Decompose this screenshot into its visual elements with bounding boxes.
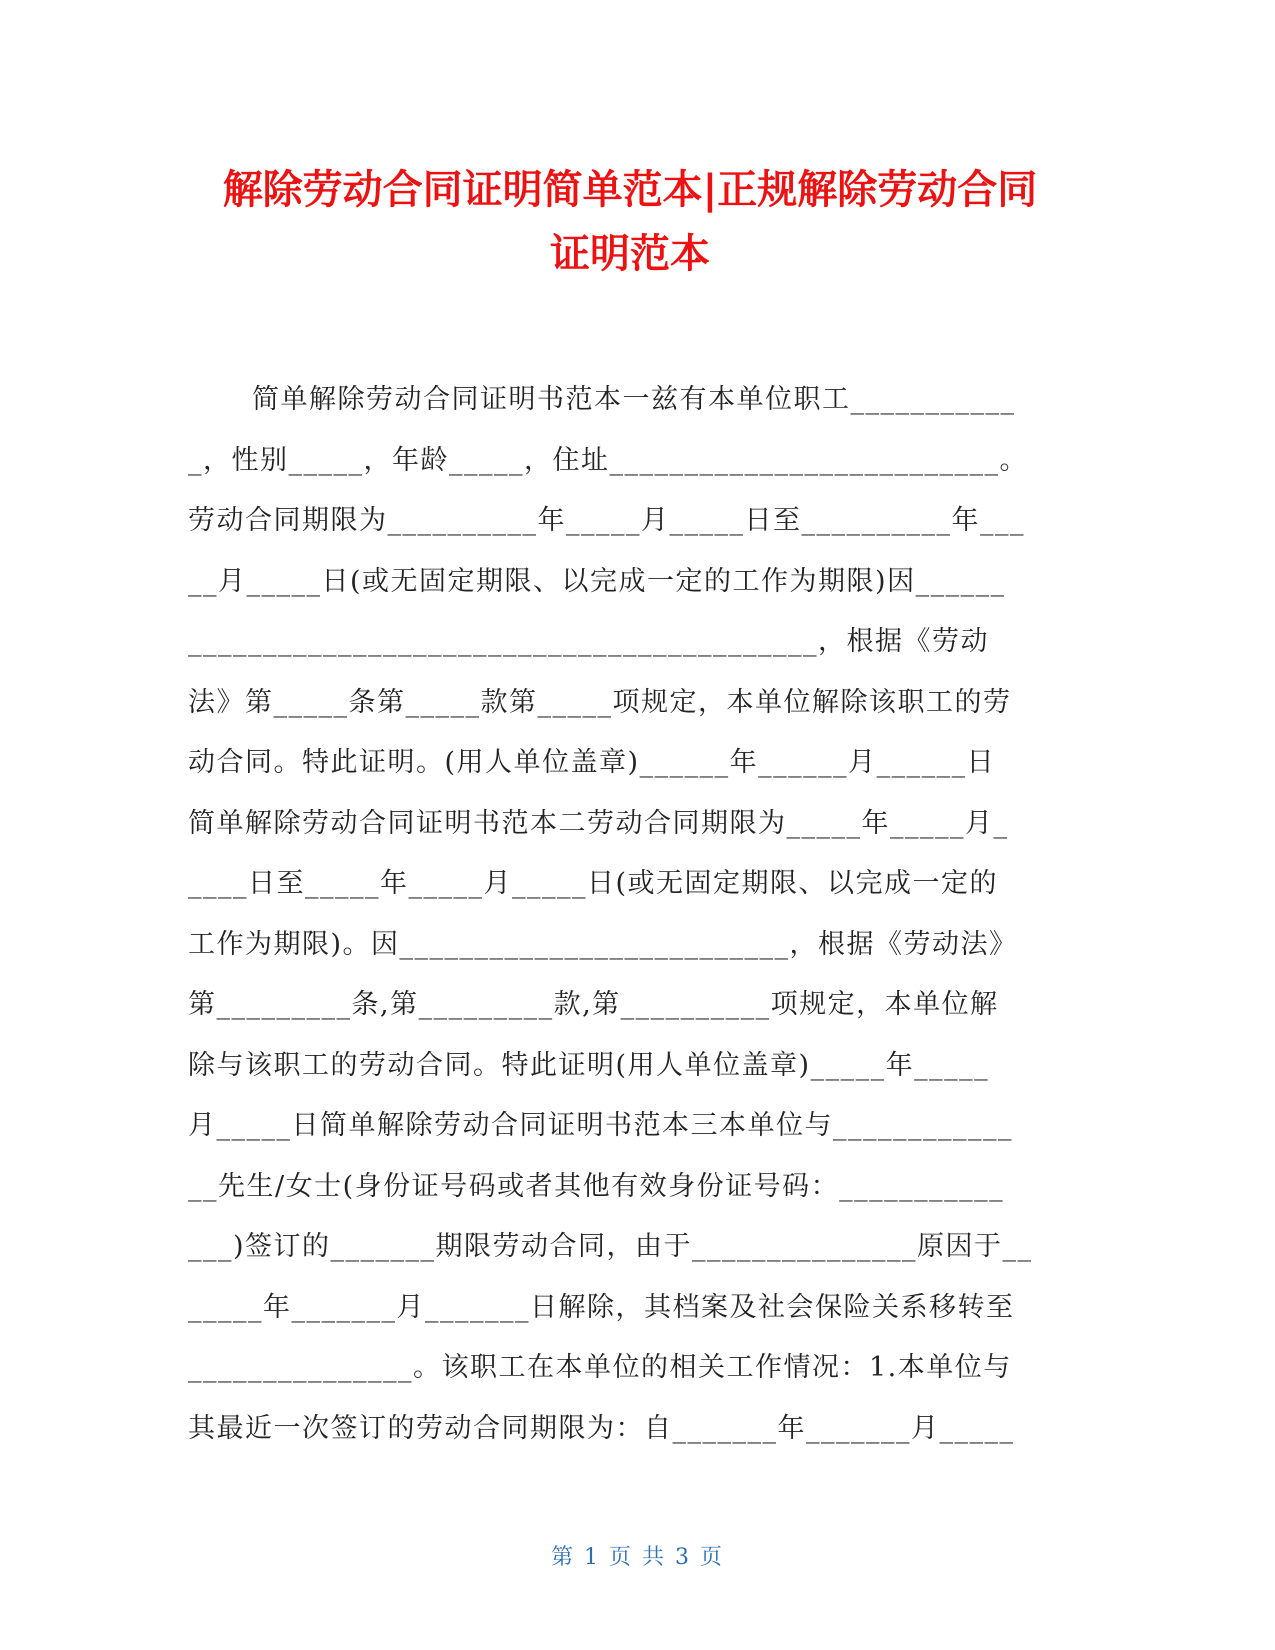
title-line-1: 解除劳动合同证明简单范本|正规解除劳动合同	[222, 167, 1038, 213]
body-line: 其最近一次签订的劳动合同期限为：自_______年_______月_____	[188, 1412, 1015, 1444]
page-number-label: 第 1 页 共 3 页	[551, 1545, 724, 1570]
body-line: 劳动合同期限为__________年_____月_____日至__________年___	[188, 505, 1025, 536]
body-line: 动合同。特此证明。(用人单位盖章)______年______月______日	[188, 747, 996, 778]
body-line: __月_____日(或无固定期限、以完成一定的工作为期限)因______	[188, 565, 1006, 597]
body-line: 除与该职工的劳动合同。特此证明(用人单位盖章)_____年_____	[188, 1049, 990, 1081]
body-line: _______________。该职工在本单位的相关工作情况：1.本单位与	[188, 1352, 1012, 1383]
body-line: __先生/女士(身份证号码或者其他有效身份证号码：___________	[188, 1170, 1005, 1202]
body-line: 工作为期限)。因__________________________，根据《劳动法》	[188, 928, 1018, 960]
body-line: 简单解除劳动合同证明书范本二劳动合同期限为_____年_____月_	[188, 807, 1009, 839]
body-line: 第_________条,第_________款,第__________项规定，本单位解	[188, 989, 999, 1020]
body-line: ___)签订的_______期限劳动合同，由于_______________原因于__	[188, 1231, 1033, 1262]
body-line: _____年_______月_______日解除，其档案及社会保险关系移转至	[188, 1291, 1015, 1323]
body-line: _，性别_____，年龄_____，住址__________________________。	[188, 444, 1028, 476]
document-title	[180, 158, 1080, 286]
document-body	[188, 370, 1083, 1459]
body-line: 法》第_____条第_____款第_____项规定，本单位解除该职工的劳	[188, 686, 1012, 718]
title-line-2: 证明范本	[550, 231, 710, 277]
page-footer	[0, 1540, 1275, 1571]
body-line: 简单解除劳动合同证明书范本一兹有本单位职工___________	[252, 384, 1016, 415]
body-line: __________________________________________，根据《劳动	[188, 626, 989, 657]
body-line: 月_____日简单解除劳动合同证明书范本三本单位与____________	[188, 1110, 1013, 1141]
body-line: ____日至_____年_____月_____日(或无固定期限、以完成一定的	[188, 868, 999, 899]
